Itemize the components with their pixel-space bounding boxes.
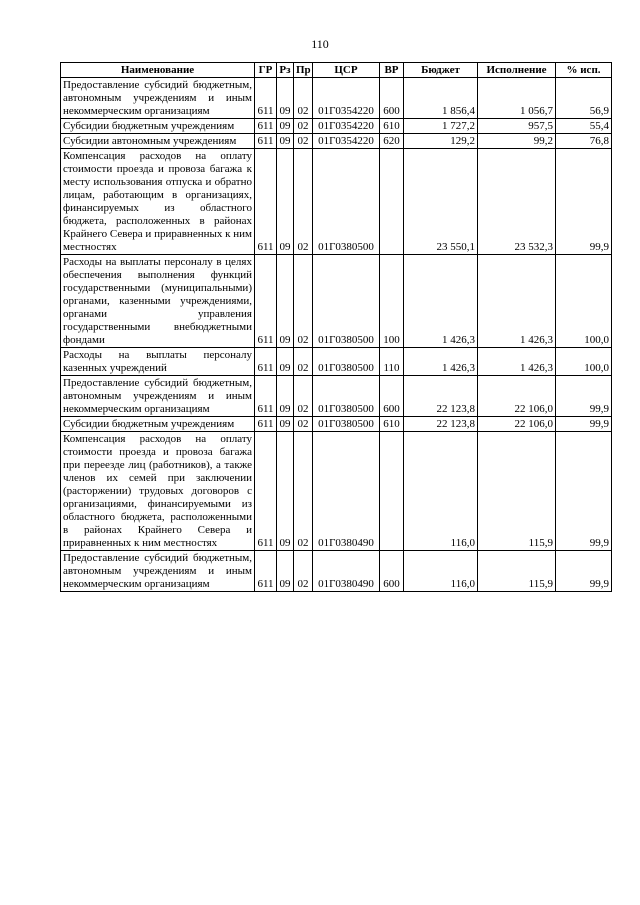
- table-row: [61, 551, 612, 592]
- table-row: [61, 376, 612, 417]
- row-name: Компенсация расходов на оплату стоимости проезда и провоза багажа к месту использования отпуска и обратно лицам, работающим в организациях, финансируемых из областного бюджета, расположенных в районах Крайнего Севера и приравненных к ним местностях: [61, 149, 255, 255]
- row-execution: 1 056,7: [478, 78, 556, 119]
- row-name: Субсидии бюджетным учреждениям: [61, 417, 255, 432]
- row-execution: 99,2: [478, 134, 556, 149]
- row-gr: 611: [255, 551, 277, 592]
- row-vr: [380, 432, 404, 551]
- row-budget: 116,0: [404, 551, 478, 592]
- row-vr: 600: [380, 376, 404, 417]
- row-budget: 1 426,3: [404, 255, 478, 348]
- row-percent: 76,8: [556, 134, 612, 149]
- row-vr: 610: [380, 417, 404, 432]
- row-rz: 09: [277, 149, 294, 255]
- row-csr: 01Г0354220: [313, 119, 380, 134]
- page-number: 110: [311, 37, 329, 51]
- row-execution: 1 426,3: [478, 255, 556, 348]
- header-vr: ВР: [380, 63, 404, 78]
- row-pr: 02: [294, 376, 313, 417]
- row-gr: 611: [255, 149, 277, 255]
- row-vr: 610: [380, 119, 404, 134]
- table-row: [61, 255, 612, 348]
- table-row: [61, 417, 612, 432]
- header-percent: % исп.: [556, 63, 612, 78]
- row-pr: 02: [294, 348, 313, 376]
- row-execution: 22 106,0: [478, 417, 556, 432]
- row-percent: 99,9: [556, 417, 612, 432]
- row-name: Предоставление субсидий бюджетным, автономным учреждениям и иным некоммерческим организациям: [61, 78, 255, 119]
- row-name: Предоставление субсидий бюджетным, автономным учреждениям и иным некоммерческим организациям: [61, 551, 255, 592]
- header-csr: ЦСР: [313, 63, 380, 78]
- table-row: [61, 149, 612, 255]
- row-csr: 01Г0380500: [313, 417, 380, 432]
- header-budget: Бюджет: [404, 63, 478, 78]
- row-percent: 99,9: [556, 376, 612, 417]
- table-row: [61, 78, 612, 119]
- row-pr: 02: [294, 551, 313, 592]
- table-row: [61, 134, 612, 149]
- row-gr: 611: [255, 134, 277, 149]
- row-gr: 611: [255, 417, 277, 432]
- row-budget: 1 727,2: [404, 119, 478, 134]
- row-rz: 09: [277, 551, 294, 592]
- header-execution: Исполнение: [478, 63, 556, 78]
- row-vr: 600: [380, 551, 404, 592]
- row-percent: 99,9: [556, 551, 612, 592]
- row-name: Предоставление субсидий бюджетным, автономным учреждениям и иным некоммерческим организациям: [61, 376, 255, 417]
- row-percent: 100,0: [556, 348, 612, 376]
- row-execution: 115,9: [478, 551, 556, 592]
- row-rz: 09: [277, 348, 294, 376]
- row-vr: 600: [380, 78, 404, 119]
- row-gr: 611: [255, 432, 277, 551]
- row-name: Расходы на выплаты персоналу казенных учреждений: [61, 348, 255, 376]
- row-gr: 611: [255, 255, 277, 348]
- budget-table: [60, 62, 612, 592]
- header-gr: ГР: [255, 63, 277, 78]
- row-csr: 01Г0380500: [313, 376, 380, 417]
- header-name: Наименование: [61, 63, 255, 78]
- row-budget: 129,2: [404, 134, 478, 149]
- row-budget: 22 123,8: [404, 417, 478, 432]
- row-vr: 620: [380, 134, 404, 149]
- row-rz: 09: [277, 432, 294, 551]
- row-rz: 09: [277, 78, 294, 119]
- row-pr: 02: [294, 149, 313, 255]
- row-csr: 01Г0380490: [313, 432, 380, 551]
- row-budget: 22 123,8: [404, 376, 478, 417]
- header-pr: Пр: [294, 63, 313, 78]
- row-percent: 99,9: [556, 149, 612, 255]
- row-csr: 01Г0354220: [313, 78, 380, 119]
- row-name: Субсидии бюджетным учреждениям: [61, 119, 255, 134]
- row-pr: 02: [294, 134, 313, 149]
- row-percent: 55,4: [556, 119, 612, 134]
- row-vr: [380, 149, 404, 255]
- row-vr: 110: [380, 348, 404, 376]
- row-percent: 99,9: [556, 432, 612, 551]
- row-percent: 56,9: [556, 78, 612, 119]
- row-gr: 611: [255, 376, 277, 417]
- row-execution: 23 532,3: [478, 149, 556, 255]
- table-row: [61, 432, 612, 551]
- row-name: Компенсация расходов на оплату стоимости проезда и провоза багажа при переезде лиц (работников), а также членов их семей при заключении (расторжении) трудовых договоров с организациями, финансируемыми из областного бюджета, расположенными в районах Крайнего Севера и приравненных к ним местностях: [61, 432, 255, 551]
- row-pr: 02: [294, 417, 313, 432]
- row-budget: 1 856,4: [404, 78, 478, 119]
- row-percent: 100,0: [556, 255, 612, 348]
- row-name: Субсидии автономным учреждениям: [61, 134, 255, 149]
- row-csr: 01Г0380500: [313, 255, 380, 348]
- row-rz: 09: [277, 376, 294, 417]
- row-pr: 02: [294, 255, 313, 348]
- row-execution: 1 426,3: [478, 348, 556, 376]
- table-header-row: [61, 63, 612, 78]
- header-rz: Рз: [277, 63, 294, 78]
- row-rz: 09: [277, 255, 294, 348]
- row-rz: 09: [277, 134, 294, 149]
- row-name: Расходы на выплаты персоналу в целях обеспечения выполнения функций государственными (муниципальными) органами, казенными учреждениями, органами управления государственными внебюджетными фондами: [61, 255, 255, 348]
- row-rz: 09: [277, 417, 294, 432]
- row-csr: 01Г0380490: [313, 551, 380, 592]
- row-csr: 01Г0380500: [313, 149, 380, 255]
- row-gr: 611: [255, 119, 277, 134]
- row-gr: 611: [255, 78, 277, 119]
- row-gr: 611: [255, 348, 277, 376]
- row-execution: 957,5: [478, 119, 556, 134]
- row-execution: 115,9: [478, 432, 556, 551]
- row-csr: 01Г0380500: [313, 348, 380, 376]
- row-budget: 1 426,3: [404, 348, 478, 376]
- row-budget: 116,0: [404, 432, 478, 551]
- table-row: [61, 348, 612, 376]
- row-vr: 100: [380, 255, 404, 348]
- row-csr: 01Г0354220: [313, 134, 380, 149]
- table-row: [61, 119, 612, 134]
- row-execution: 22 106,0: [478, 376, 556, 417]
- row-pr: 02: [294, 119, 313, 134]
- row-pr: 02: [294, 78, 313, 119]
- row-rz: 09: [277, 119, 294, 134]
- row-pr: 02: [294, 432, 313, 551]
- row-budget: 23 550,1: [404, 149, 478, 255]
